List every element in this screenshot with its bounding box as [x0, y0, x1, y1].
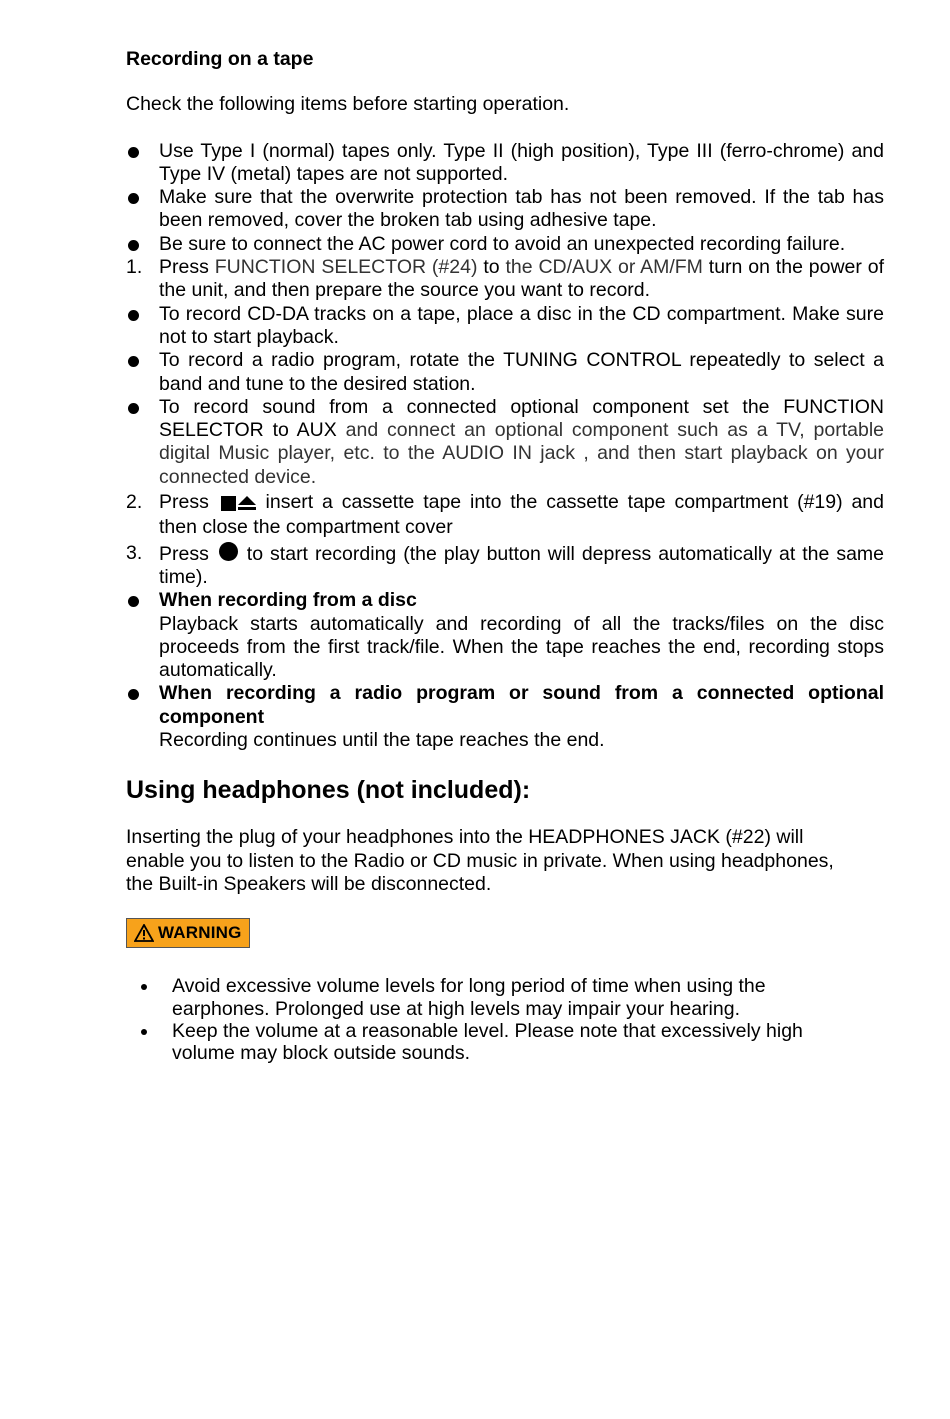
- step-3: 3. Press to start recording (the play button will depress automatically at the same time).: [126, 541, 884, 588]
- list-item: Be sure to connect the AC power cord to avoid an unexpected recording failure.: [126, 233, 884, 256]
- bullet-icon: [128, 403, 139, 414]
- list-item: To record sound from a connected optional component set the FUNCTION SELECTOR to AUX and connect an optional component such as a TV, portable digital Music player, etc. to the AUDIO IN jack , and then start playback on your connected device.: [126, 396, 884, 489]
- bullet-icon: [128, 356, 139, 367]
- headphones-heading: Using headphones (not included):: [126, 776, 531, 805]
- stop-eject-icon: [218, 493, 257, 516]
- step-number: 1.: [126, 256, 143, 279]
- intro-text: Check the following items before starting operation.: [126, 93, 570, 116]
- bullet-icon: [128, 310, 139, 321]
- bullet-icon: [128, 147, 139, 158]
- record-icon: [219, 542, 238, 561]
- bullet-icon: [128, 596, 139, 607]
- bullet-icon: [141, 1029, 147, 1035]
- list-item: To record a radio program, rotate the TUNING CONTROL repeatedly to select a band and tune to the desired station.: [126, 349, 884, 396]
- instruction-list: [126, 140, 884, 753]
- bullet-icon: [128, 193, 139, 204]
- warning-label: WARNING: [126, 918, 250, 948]
- document-page: [126, 48, 884, 1064]
- bullet-icon: [141, 984, 147, 990]
- section-heading: Recording on a tape: [126, 48, 314, 70]
- step-2: 2. Press insert a cassette tape into the cassette tape compartment (#19) and then close the compartment cover: [126, 491, 884, 539]
- list-item: When recording a radio program or sound from a connected optional component Recording continues until the tape reaches the end.: [126, 682, 884, 752]
- warning-triangle-icon: [134, 924, 154, 942]
- bullet-icon: [128, 689, 139, 700]
- list-item: When recording from a disc Playback starts automatically and recording of all the tracks/files on the disc proceeds from the first track/file. When the tape reaches the end, recording stops automatically.: [126, 589, 884, 682]
- step-number: 2.: [126, 491, 143, 514]
- bullet-icon: [128, 240, 139, 251]
- warning-list: [126, 975, 884, 1064]
- list-item: To record CD-DA tracks on a tape, place a disc in the CD compartment. Make sure not to start playback.: [126, 303, 884, 350]
- step-number: 3.: [126, 541, 143, 564]
- list-item: Keep the volume at a reasonable level. Please note that excessively high volume may block outside sounds.: [126, 1020, 852, 1065]
- list-item: Use Type I (normal) tapes only. Type II (high position), Type III (ferro-chrome) and Type IV (metal) tapes are not supported.: [126, 140, 884, 187]
- list-item: Make sure that the overwrite protection tab has not been removed. If the tab has been removed, cover the broken tab using adhesive tape.: [126, 186, 884, 233]
- step-1: 1. Press FUNCTION SELECTOR (#24) to the CD/AUX or AM/FM turn on the power of the unit, and then prepare the source you want to record.: [126, 256, 885, 302]
- headphones-text: Inserting the plug of your headphones into the HEADPHONES JACK (#22) will enable you to listen to the Radio or CD music in private. When using headphones, the Built-in Speakers will be disconnected.: [126, 826, 834, 895]
- list-item: Avoid excessive volume levels for long period of time when using the earphones. Prolonged use at high levels may impair your hearing.: [126, 975, 772, 1020]
